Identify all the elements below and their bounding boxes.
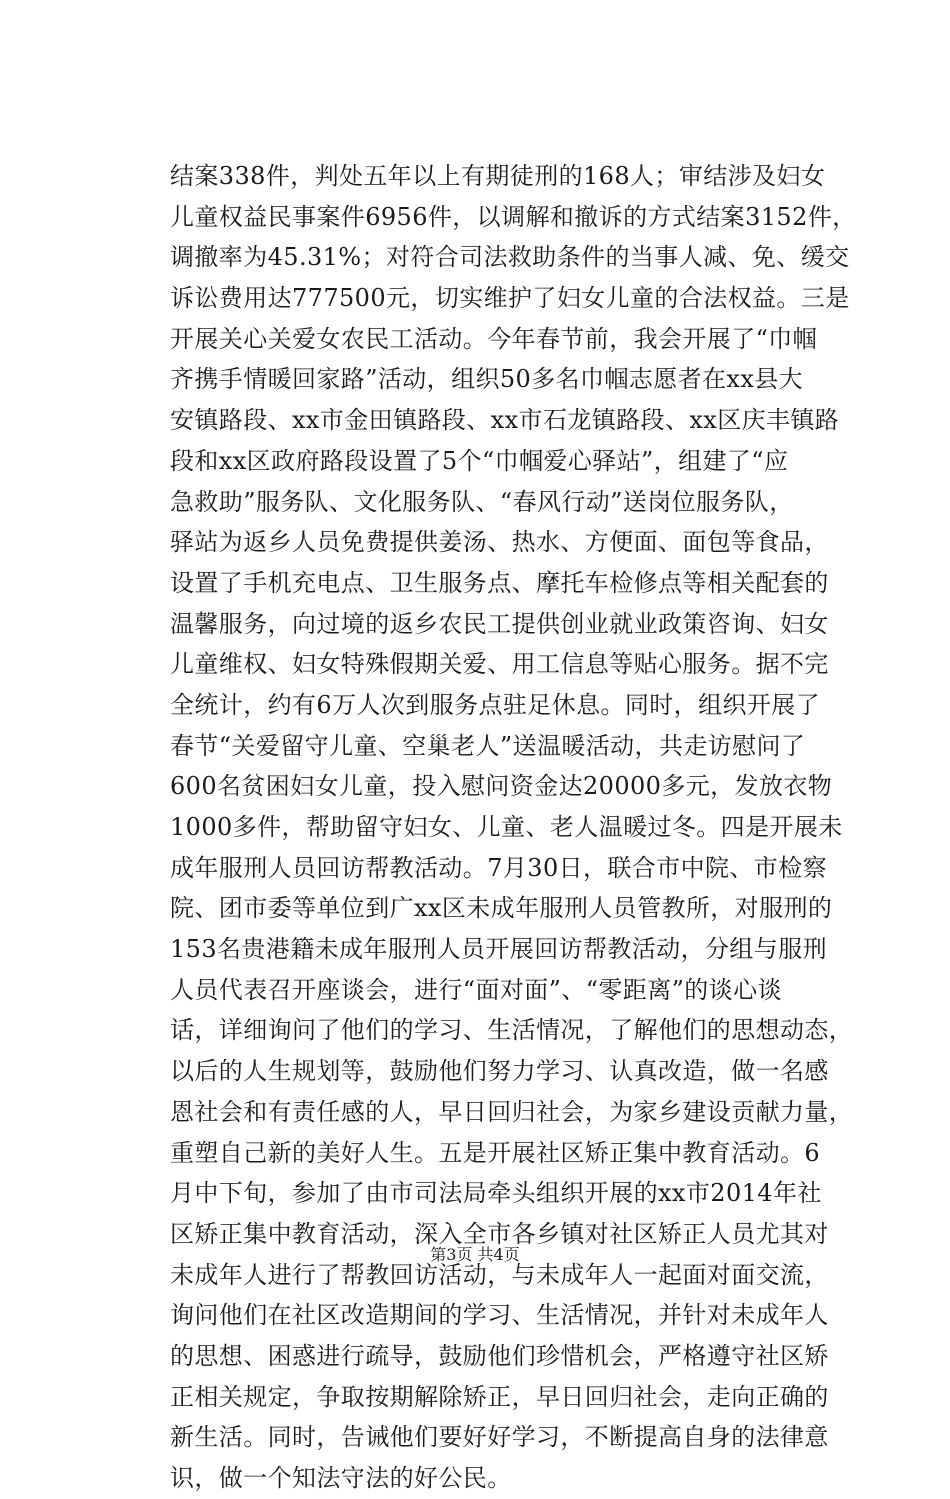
text-line: 识，做一个知法守法的好公民。	[170, 1464, 512, 1492]
text-line: 重塑自己新的美好人生。五是开展社区矫正集中教育活动。6	[170, 1138, 821, 1167]
text-line: 安镇路段、xx市金田镇路段、xx市石龙镇路段、xx区庆丰镇路	[170, 406, 840, 435]
text-line: 人员代表召开座谈会，进行“面对面”、“零距离”的谈心谈	[170, 975, 782, 1004]
page-number-footer: 第3页 共4页	[430, 1245, 520, 1264]
body-paragraph	[170, 156, 870, 1499]
text-line: 温馨服务，向过境的返乡农民工提供创业就业政策咨询、妇女	[170, 609, 829, 638]
text-line: 153名贵港籍未成年服刑人员开展回访帮教活动，分组与服刑	[170, 935, 828, 964]
text-line: 新生活。同时，告诫他们要好好学习，不断提高自身的法律意	[170, 1423, 829, 1452]
text-line: 全统计，约有6万人次到服务点驻足休息。同时，组织开展了	[170, 690, 821, 719]
text-line: 成年服刑人员回访帮教活动。7月30日，联合市中院、市检察	[170, 853, 828, 882]
text-line: 调撤率为45.31%；对符合司法救助条件的当事人减、免、缓交	[170, 243, 850, 272]
text-line: 区矫正集中教育活动，深入全市各乡镇对社区矫正人员尤其对	[170, 1219, 829, 1248]
text-line: 段和xx区政府路段设置了5个“巾帼爱心驿站”，组建了“应	[170, 446, 789, 475]
text-line: 600名贫困妇女儿童，投入慰问资金达20000多元，发放衣物	[170, 772, 833, 801]
text-line: 以后的人生规划等，鼓励他们努力学习、认真改造，做一名感	[170, 1057, 829, 1086]
text-line: 儿童维权、妇女特殊假期关爱、用工信息等贴心服务。据不完	[170, 650, 829, 679]
text-line: 院、团市委等单位到广xx区未成年服刑人员管教所，对服刑的	[170, 894, 833, 923]
text-line: 询问他们在社区改造期间的学习、生活情况，并针对未成年人	[170, 1301, 829, 1330]
text-line: 1000多件，帮助留守妇女、儿童、老人温暖过冬。四是开展未	[170, 813, 843, 841]
text-line: 结案338件，判处五年以上有期徒刑的168人；审结涉及妇女	[170, 162, 826, 190]
text-line: 齐携手情暖回家路”活动，组织50多名巾帼志愿者在xx县大	[170, 365, 804, 394]
text-line: 急救助”服务队、文化服务队、“春风行动”送岗位服务队，	[170, 487, 794, 516]
text-line: 月中下旬，参加了由市司法局牵头组织开展的xx市2014年社	[170, 1179, 822, 1208]
text-line: 设置了手机充电点、卫生服务点、摩托车检修点等相关配套的	[170, 568, 829, 597]
text-line: 的思想、困惑进行疏导，鼓励他们珍惜机会，严格遵守社区矫	[170, 1341, 829, 1370]
text-line: 驿站为返乡人员免费提供姜汤、热水、方便面、面包等食品，	[170, 528, 829, 557]
text-line: 正相关规定，争取按期解除矫正，早日回归社会，走向正确的	[170, 1382, 829, 1411]
text-line: 儿童权益民事案件6956件，以调解和撤诉的方式结案3152件，	[170, 202, 857, 231]
text-line: 春节“关爱留守儿童、空巢老人”送温暖活动，共走访慰问了	[170, 731, 806, 760]
text-line: 未成年人进行了帮教回访活动，与未成年人一起面对面交流，	[170, 1260, 829, 1289]
text-line: 话，详细询问了他们的学习、生活情况，了解他们的思想动态，	[170, 1016, 854, 1045]
text-line: 诉讼费用达777500元，切实维护了妇女儿童的合法权益。三是	[170, 284, 850, 313]
text-line: 开展关心关爱女农民工活动。今年春节前，我会开展了“巾帼	[170, 324, 818, 353]
text-line: 恩社会和有责任感的人，早日回归社会，为家乡建设贡献力量，	[170, 1097, 854, 1126]
